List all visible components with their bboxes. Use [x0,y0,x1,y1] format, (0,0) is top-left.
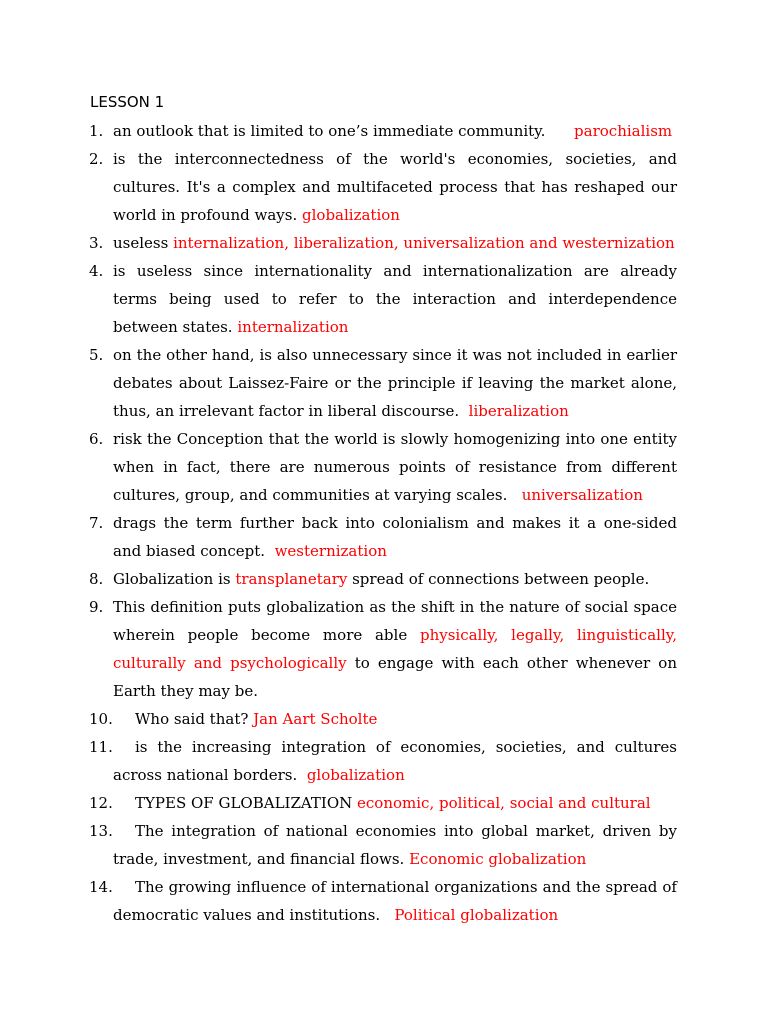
item-text: The growing influence of international organizations and the spread of democratic values and institutions. [113,878,677,924]
question-list [0,117,768,929]
list-item [0,817,677,873]
list-item [0,593,677,705]
answer-gap [297,766,307,784]
list-item [0,117,677,145]
item-text-before: This definition puts globalization as the shift in the nature of social space wherein people become more able [113,598,677,644]
answer-text: Economic globalization [409,850,587,868]
answer-gap [380,906,394,924]
list-item [0,789,677,817]
item-number: 2. [89,150,104,168]
item-text: Who said that? [135,710,249,728]
list-item [0,145,677,229]
answer-text: westernization [274,542,387,560]
list-item [0,733,677,789]
item-text-after: spread of connections between people. [347,570,650,588]
item-text: TYPES OF GLOBALIZATION [135,794,353,812]
answer-text: Jan Aart Scholte [253,710,378,728]
answer-gap [265,542,275,560]
list-item [0,425,677,509]
list-item [0,341,677,425]
item-number: 7. [89,514,104,532]
answer-text: globalization [306,766,405,784]
item-text: is useless since internationality and internationalization are already terms being used to refer to the interaction and interdependence between states. [113,262,677,336]
list-item [0,229,677,257]
list-item [0,873,677,929]
list-item [0,509,677,565]
lesson-heading: LESSON 1 [90,93,165,111]
item-text: useless [113,234,169,252]
list-item [0,565,677,593]
item-number: 12. [89,794,113,812]
answer-text: Political globalization [394,906,559,924]
item-number: 1. [89,122,104,140]
answer-text: globalization [302,206,400,224]
answer-text: liberalization [468,402,569,420]
item-number: 6. [89,430,104,448]
item-number: 11. [89,738,113,756]
answer-text: economic, political, social and cultural [357,794,651,812]
item-number: 14. [89,878,113,896]
item-number: 8. [89,570,104,588]
item-text: on the other hand, is also unnecessary since it was not included in earlier debates about Laissez-Faire or the principle if leaving the market alone, thus, an irrelevant factor in liberal discourse. [113,346,677,420]
answer-gap [507,486,521,504]
item-text: is the increasing integration of economies, societies, and cultures across national borders. [113,738,677,784]
answer-text: transplanetary [235,570,348,588]
item-text: is the interconnectedness of the world's economies, societies, and cultures. It's a complex and multifaceted process that has reshaped our world in profound ways. [113,150,677,224]
answer-gap [545,122,574,140]
item-text: The integration of national economies into global market, driven by trade, investment, and financial flows. [113,822,677,868]
item-number: 13. [89,822,113,840]
answer-text: internalization, liberalization, universalization and westernization [173,234,675,252]
item-number: 10. [89,710,113,728]
item-text: an outlook that is limited to one’s immediate community. [113,122,546,140]
answer-text: physically, legally, linguistically, culturally and psychologically [113,626,677,672]
answer-text: internalization [237,318,349,336]
item-number: 3. [89,234,104,252]
list-item [0,705,677,733]
answer-gap [459,402,469,420]
list-item [0,257,677,341]
item-number: 5. [89,346,104,364]
item-text-before: Globalization is [113,570,236,588]
item-number: 9. [89,598,104,616]
item-number: 4. [89,262,104,280]
answer-text: universalization [521,486,643,504]
item-text: risk the Conception that the world is slowly homogenizing into one entity when in fact, there are numerous points of resistance from different cultures, group, and communities at varying scales. [113,430,677,504]
item-text: drags the term further back into colonialism and makes it a one-sided and biased concept. [113,514,677,560]
answer-text: parochialism [574,122,673,140]
item-text-after: to engage with each other whenever on Earth they may be. [113,654,677,700]
